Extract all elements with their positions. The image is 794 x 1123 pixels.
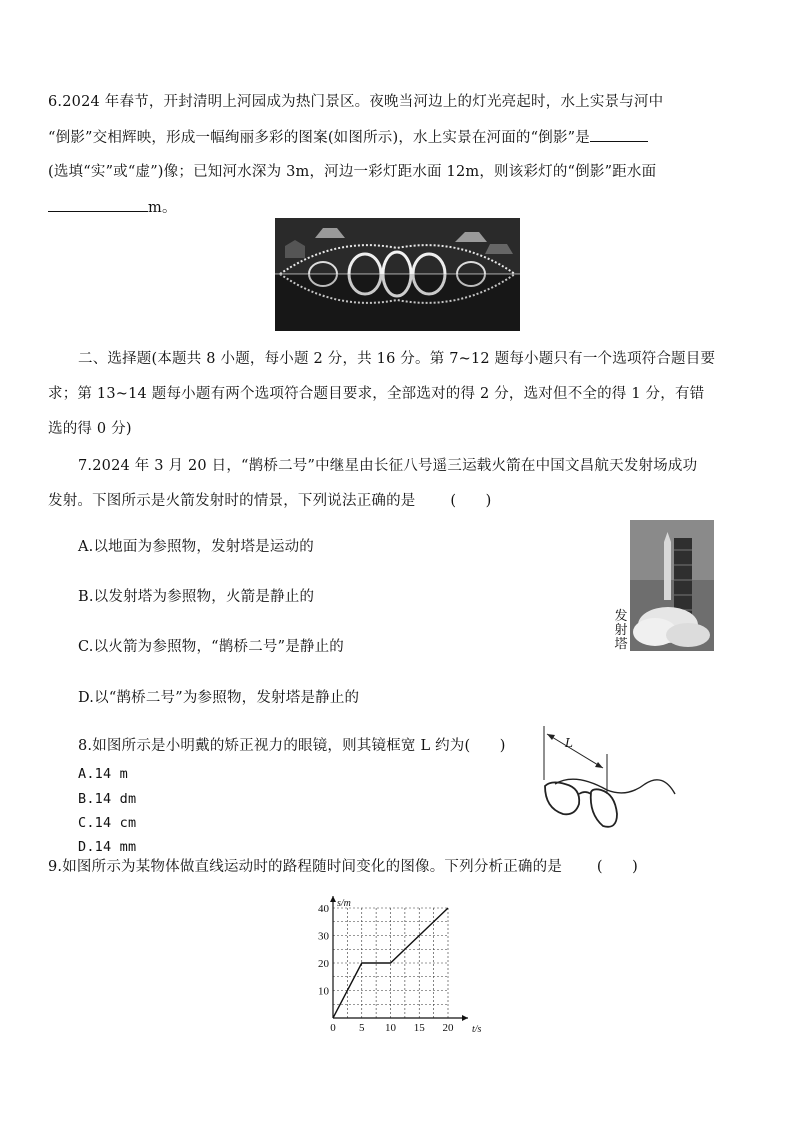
q8-option-b[interactable]: B.14 dm (78, 791, 137, 807)
x-tick-label: 0 (330, 1022, 336, 1034)
glasses-diagram (535, 722, 685, 832)
x-axis-arrow (462, 1015, 468, 1021)
x-tick-label: 15 (413, 1022, 425, 1034)
q8-option-d[interactable]: D.14 mm (78, 839, 137, 855)
q7-option-b[interactable]: B.以发射塔为参照物，火箭是静止的 (78, 589, 315, 605)
q8-stem: 8.如图所示是小明戴的矫正视力的眼镜，则其镜框宽 L 约为( ) (78, 738, 506, 754)
q6-blank-2[interactable] (48, 197, 148, 212)
q9-stem: 9.如图所示为某物体做直线运动时的路程随时间变化的图像。下列分析正确的是 (48, 859, 563, 875)
river-reflection-photo (275, 218, 520, 331)
q7-line-2 (48, 491, 491, 511)
q7-option-d[interactable]: D.以“鹊桥二号”为参照物，发射塔是静止的 (78, 690, 360, 706)
q6-line-1: 6.2024 年春节，开封清明上河园成为热门景区。夜晚当河边上的灯光亮起时，水上实景与河中 (48, 94, 664, 110)
label-l: L (565, 736, 573, 750)
q6-line-4-suffix: m。 (148, 200, 177, 216)
x-tick-label: 10 (385, 1022, 396, 1034)
q6-line-4 (48, 197, 177, 218)
q7-answer-paren[interactable]: ( ) (450, 493, 492, 509)
q9-answer-paren[interactable]: ( ) (596, 859, 638, 875)
q7-line-2-text: 发射。下图所示是火箭发射时的情景，下列说法正确的是 (48, 493, 416, 509)
y-axis-label: s/m (337, 898, 351, 909)
tower-label (614, 610, 628, 652)
y-tick-label: 30 (318, 930, 329, 943)
q9-line (48, 857, 638, 877)
q7-option-c[interactable]: C.以火箭为参照物，“鹊桥二号”是静止的 (78, 639, 345, 655)
x-tick-label: 20 (442, 1022, 454, 1034)
x-axis-label: t/s (472, 1024, 482, 1035)
tower-label-char-2: 射 (614, 623, 628, 638)
q6-line-3: (选填“实”或“虚”)像；已知河水深为 3m，河边一彩灯距水面 12m，则该彩灯的“倒影”距水面 (48, 164, 657, 180)
s-t-chart-svg (312, 896, 482, 1044)
section2-line-3: 选的得 0 分) (48, 421, 132, 437)
tower-label-char-1: 发 (614, 609, 628, 624)
y-tick-label: 10 (318, 985, 329, 998)
y-tick-label: 20 (318, 958, 329, 970)
section2-line-2: 求；第 13~14 题每小题有两个选项符合题目要求，全部选对的得 2 分，选对但不全的得 1 分，有错 (48, 386, 705, 402)
y-tick-label: 40 (318, 903, 329, 915)
q6-line-2-text: “倒影”交相辉映，形成一幅绚丽多彩的图案(如图所示)，水上实景在河面的“倒影”是 (48, 130, 590, 146)
rocket-launch-photo (630, 520, 714, 651)
y-axis-arrow (330, 896, 336, 902)
section2-line-1: 二、选择题(本题共 8 小题，每小题 2 分，共 16 分。第 7~12 题每小题只有一个选项符合题目要 (78, 351, 716, 367)
q7-line-1: 7.2024 年 3 月 20 日，“鹊桥二号”中继星由长征八号遥三运载火箭在中国文昌航天发射场成功 (78, 458, 698, 474)
q6-line-2 (48, 127, 648, 148)
tower-label-char-3: 塔 (614, 637, 628, 652)
x-tick-label: 5 (359, 1022, 365, 1034)
q8-option-c[interactable]: C.14 cm (78, 815, 137, 831)
q7-option-a[interactable]: A.以地面为参照物，发射塔是运动的 (78, 539, 314, 555)
s-t-chart (312, 896, 482, 1044)
q6-blank-1[interactable] (590, 127, 648, 142)
q8-option-a[interactable]: A.14 m (78, 766, 128, 782)
